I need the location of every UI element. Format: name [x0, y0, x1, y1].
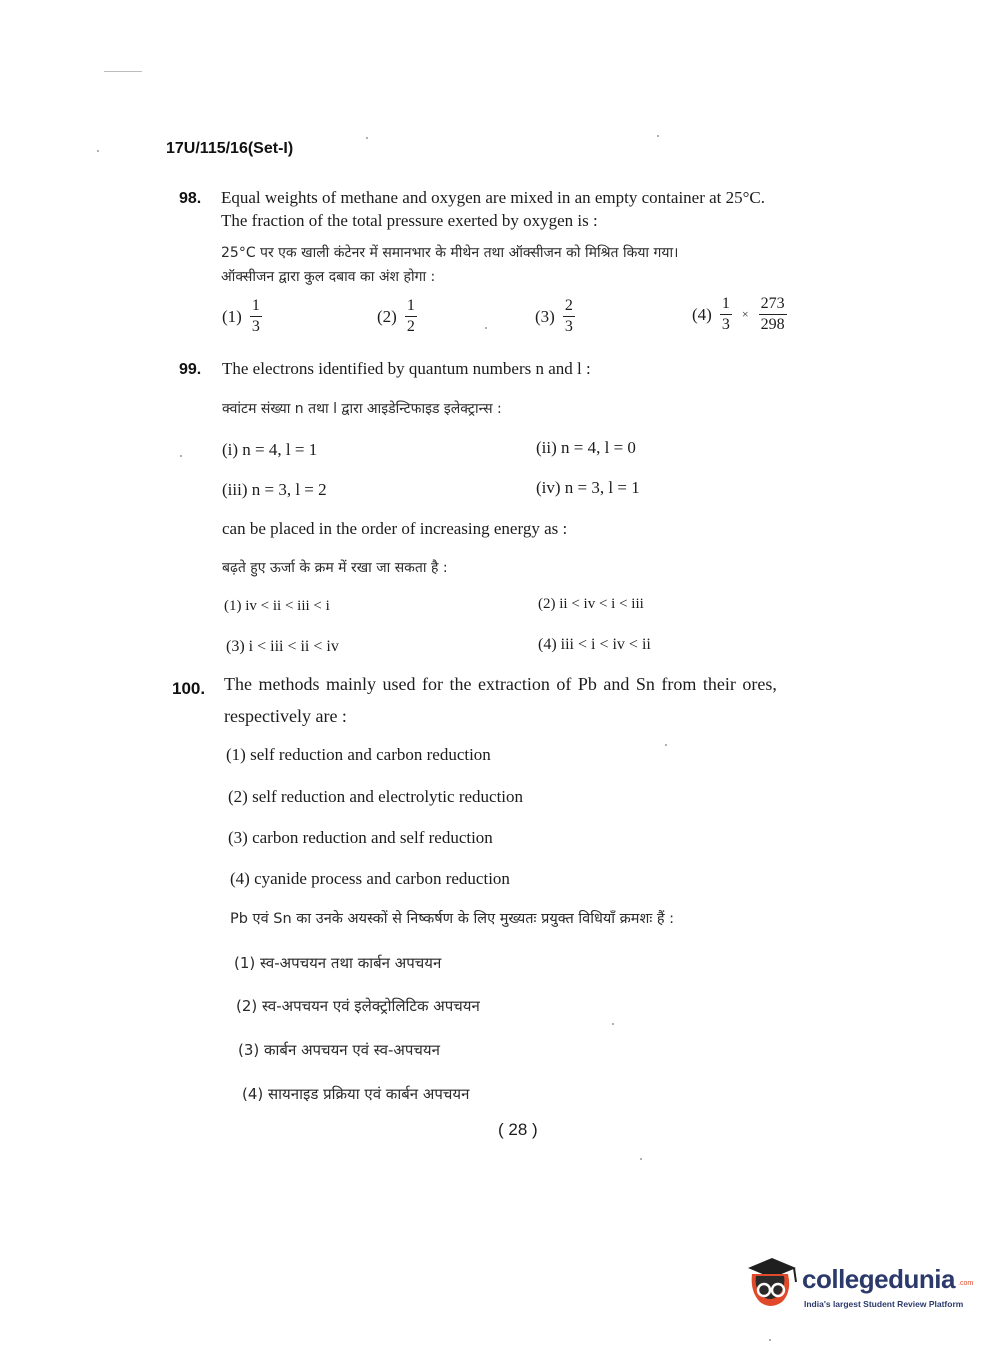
- numerator: 1: [405, 298, 417, 317]
- brand-suffix: .com: [958, 1280, 974, 1287]
- times-sign: ×: [741, 307, 749, 321]
- numerator: 1: [720, 296, 732, 315]
- q100-option-en-2: (2) self reduction and electrolytic reduction: [228, 787, 524, 806]
- scan-speck: [665, 744, 667, 746]
- scan-speck: [180, 455, 182, 457]
- q100-option-hi-2: (2) स्व-अपचयन एवं इलेक्ट्रोलिटिक अपचयन: [236, 997, 480, 1015]
- fraction: [720, 296, 732, 333]
- option-label: (3): [535, 306, 555, 326]
- denominator: 2: [406, 318, 415, 335]
- question-98-number: 98.: [179, 190, 202, 207]
- scan-speck: [612, 1023, 614, 1025]
- question-100-number: 100.: [172, 679, 206, 698]
- question-99-order-en: can be placed in the order of increasing energy as :: [222, 519, 568, 538]
- question-98-text-hi-1: 25°C पर एक खाली कंटेनर में समानभार के मीथेन तथा ऑक्सीजन को मिश्रित किया गया।: [221, 245, 679, 261]
- denominator: 298: [760, 316, 785, 333]
- q99-item-3: (iii) n = 3, l = 2: [222, 480, 327, 499]
- q100-option-en-3: (3) carbon reduction and self reduction: [228, 828, 493, 847]
- option-label: (1): [222, 306, 242, 326]
- question-98-text-en-1: Equal weights of methane and oxygen are mixed in an empty container at 25°C.: [221, 188, 766, 207]
- option-label: (2): [377, 306, 397, 326]
- q98-option-4: [692, 296, 787, 333]
- question-98-text-hi-2: ऑक्सीजन द्वारा कुल दबाव का अंश होगा :: [221, 269, 436, 285]
- question-100-text-en-1: The methods mainly used for the extraction of Pb and Sn from their ores,: [224, 674, 777, 694]
- q98-option-1: [222, 298, 262, 335]
- scan-speck: [657, 135, 659, 137]
- question-98-text-en-2: The fraction of the total pressure exerted by oxygen is :: [221, 211, 598, 230]
- q99-option-2: (2) ii < iv < i < iii: [538, 596, 644, 612]
- scan-speck: [366, 137, 368, 139]
- fraction: [759, 296, 787, 333]
- fraction: [250, 298, 262, 335]
- denominator: 3: [564, 318, 573, 335]
- mascot-icon: [742, 1254, 798, 1310]
- brand-tagline: India's largest Student Review Platform: [804, 1299, 964, 1309]
- scan-speck: [97, 150, 99, 152]
- brand-name: collegedunia: [802, 1264, 955, 1294]
- question-100-text-hi: Pb एवं Sn का उनके अयस्कों से निष्कर्षण के लिए मुख्यतः प्रयुक्त विधियाँ क्रमशः हैं :: [230, 911, 675, 927]
- question-99-order-hi: बढ़ते हुए ऊर्जा के क्रम में रखा जा सकता है :: [222, 560, 448, 576]
- numerator: 273: [759, 296, 787, 315]
- option-label: (4): [692, 304, 712, 324]
- fraction: [563, 298, 575, 335]
- question-100-text-en-2: respectively are :: [224, 706, 347, 726]
- q98-option-2: [377, 298, 417, 335]
- denominator: 3: [721, 316, 730, 333]
- page-number: ( 28 ): [498, 1120, 538, 1139]
- q99-item-4: (iv) n = 3, l = 1: [536, 478, 640, 497]
- denominator: 3: [251, 318, 260, 335]
- top-rule: [104, 71, 142, 72]
- q100-option-hi-4: (4) सायनाइड प्रक्रिया एवं कार्बन अपचयन: [242, 1085, 470, 1103]
- q98-option-3: [535, 298, 575, 335]
- scan-speck: [640, 1158, 642, 1160]
- q99-item-1: (i) n = 4, l = 1: [222, 440, 318, 459]
- paper-code: 17U/115/16(Set-I): [166, 140, 294, 157]
- question-99-text-hi: क्वांटम संख्या n तथा l द्वारा आइडेन्टिफाइड इलेक्ट्रान्स :: [222, 401, 502, 417]
- question-99-text-en: The electrons identified by quantum numbers n and l :: [222, 359, 591, 378]
- q100-option-hi-3: (3) कार्बन अपचयन एवं स्व-अपचयन: [238, 1041, 440, 1059]
- scan-speck: [485, 327, 487, 329]
- q100-option-en-4: (4) cyanide process and carbon reduction: [230, 869, 510, 888]
- q100-option-en-1: (1) self reduction and carbon reduction: [226, 745, 491, 764]
- fraction: [405, 298, 417, 335]
- q99-option-4: (4) iii < i < iv < ii: [538, 636, 651, 653]
- collegedunia-logo: [742, 1250, 972, 1322]
- q100-option-hi-1: (1) स्व-अपचयन तथा कार्बन अपचयन: [234, 954, 442, 972]
- scan-speck: [769, 1339, 771, 1341]
- q99-option-1: (1) iv < ii < iii < i: [224, 598, 330, 614]
- q99-item-2: (ii) n = 4, l = 0: [536, 438, 636, 457]
- q99-option-3: (3) i < iii < ii < iv: [226, 638, 339, 655]
- numerator: 1: [250, 298, 262, 317]
- question-99-number: 99.: [179, 361, 202, 378]
- numerator: 2: [563, 298, 575, 317]
